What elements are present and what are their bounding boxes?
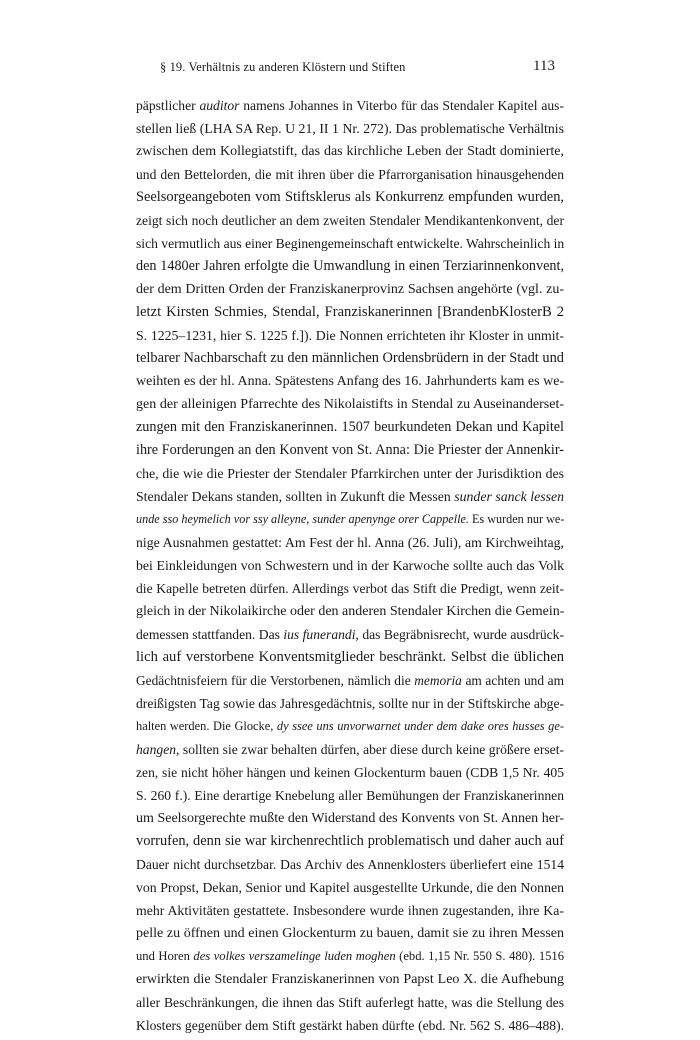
text-segment: zeigt sich noch deutlicher an dem zweiten Stendaler Mendikantenkonvent, der (136, 213, 564, 228)
text-segment: die Kapelle betreten dürfen. Allerdings verbot das Stift die Predigt, wenn zeit- (136, 581, 564, 596)
text-segment: und den Bettelorden, die mit ihren über die Pfarrorganisation hinausgehenden (136, 167, 564, 182)
section-title: § 19. Verhältnis zu anderen Klöstern und Stiften (160, 60, 406, 74)
text-line (136, 117, 564, 140)
text-segment: sich vermutlich aus einer Beginengemeinschaft entwickelte. Wahrscheinlich in (136, 236, 565, 251)
text-line (136, 393, 564, 416)
italic-text-segment: memoria (414, 673, 462, 688)
text-segment: , sollten sie zwar behalten dürfen, aber diese durch keine größere erset- (176, 742, 564, 757)
text-segment: stellen ließ (LHA SA Rep. U 21, II 1 Nr. 272). Das problematische Verhältnis (136, 121, 564, 136)
text-line (136, 646, 564, 669)
text-segment: telbarer Nachbarschaft zu den männlichen Ordensbrüdern in der Stadt und (136, 350, 564, 366)
running-head (0, 58, 700, 82)
text-segment: von Propst, Dekan, Senior und Kapitel ausgestellte Urkunde, die den Nonnen (136, 880, 564, 895)
text-segment: aller Beschränkungen, die ihnen das Stift auferlegt hatte, was die Stellung des (136, 995, 564, 1010)
text-segment: Stendaler Dekans standen, sollten in Zukunft die Messen (136, 489, 455, 504)
text-line (136, 278, 564, 301)
text-line (136, 623, 564, 646)
page-number: 113 (533, 58, 555, 74)
text-segment: dreißigsten Tag sowie das Jahresgedächtnis, sollte nur in der Stiftskirche abge- (136, 696, 565, 711)
italic-text-segment: dy ssee uns unvorwarnet under dem dake ores husses ge- (276, 719, 564, 733)
italic-text-segment: auditor (199, 98, 240, 113)
italic-text-segment: sunder sanck lessen (454, 489, 564, 504)
text-line (136, 163, 564, 186)
text-segment: , das Begräbnisrecht, wurde ausdrück- (355, 627, 564, 642)
text-segment: (ebd. 1,15 Nr. 550 S. 480). 1516 (395, 949, 565, 963)
text-segment: mehr Aktivitäten gestattete. Insbesondere wurde ihnen zugestanden, ihre Ka- (136, 903, 564, 918)
text-line (136, 232, 564, 255)
text-line (136, 600, 564, 623)
text-segment: gen der alleinigen Pfarrechte des Nikolaistifts in Stendal zu Auseinanderset- (136, 397, 564, 412)
text-segment: gleich in der Nikolaikirche oder den anderen Stendaler Kirchen die Gemein- (136, 604, 565, 619)
text-line (136, 324, 564, 347)
italic-text-segment: unde sso heymelich vor ssy alleyne, sunder apenynge orer Cappelle. (136, 512, 469, 526)
text-line (136, 140, 564, 163)
text-segment: weihten es der hl. Anna. Spätestens Anfang des 16. Jahrhunderts kam es we- (136, 374, 565, 389)
text-line (136, 945, 564, 968)
text-line (136, 255, 564, 278)
text-segment: zungen mit den Franziskanerinnen. 1507 beurkundeten Dekan und Kapitel (136, 419, 564, 435)
text-segment: lich auf verstorbene Konventsmitglieder beschränkt. Selbst die üblichen (136, 649, 564, 665)
text-line (136, 462, 564, 485)
text-segment: namens Johannes in Viterbo für das Stendaler Kapitel aus- (239, 98, 564, 113)
text-segment: bei Einkleidungen von Schwestern und in der Karwoche sollte auch das Volk (136, 558, 564, 573)
text-line (136, 899, 564, 922)
italic-text-segment: ius funerandi (283, 627, 356, 642)
text-line (136, 784, 564, 807)
text-line (136, 209, 564, 232)
text-segment: S. 260 f.). Eine derartige Knebelung aller Bemühungen der Franziskanerinnen (136, 788, 564, 803)
text-segment: nige Ausnahmen gestattet: Am Fest der hl. Anna (26. Juli), am Kirchweihtag, (136, 535, 564, 550)
text-line (136, 830, 564, 853)
text-line (136, 807, 564, 830)
text-line (136, 577, 564, 600)
text-line (136, 853, 564, 876)
text-line (136, 508, 564, 531)
text-segment: letzt Kirsten Schmies, Stendal, Franziskanerinnen [BrandenbKlosterB 2 (136, 304, 564, 320)
text-line (136, 876, 564, 899)
text-line (136, 94, 564, 117)
italic-text-segment: hangen (136, 742, 177, 757)
text-segment: ihre Forderungen an den Konvent von St. Anna: Die Priester der Annenkir- (136, 442, 564, 458)
text-line (136, 439, 564, 462)
text-line (136, 968, 564, 991)
italic-text-segment: des volkes verszamelinge luden moghen (193, 949, 396, 963)
text-segment: Seelsorgeangeboten vom Stiftsklerus als Konkurrenz empfunden wurden, (136, 189, 564, 205)
text-line (136, 186, 564, 209)
text-segment: halten werden. Die Glocke, (136, 719, 277, 733)
text-line (136, 669, 564, 692)
body-text (136, 94, 564, 1037)
text-segment: päpstlicher (136, 98, 200, 113)
text-segment: pelle zu öffnen und einen Glockenturm zu bauen, damit sie zu ihren Messen (136, 926, 564, 941)
text-segment: demessen stattfanden. Das (136, 627, 284, 642)
text-line (136, 991, 564, 1014)
text-line (136, 922, 564, 945)
text-line (136, 715, 564, 738)
text-segment: S. 1225–1231, hier S. 1225 f.]). Die Nonnen errichteten ihr Kloster in unmit- (136, 328, 564, 343)
text-line (136, 692, 564, 715)
text-line (136, 531, 564, 554)
text-line (136, 416, 564, 439)
text-segment: erwirkten die Stendaler Franziskanerinnen von Papst Leo X. die Aufhebung (136, 972, 564, 987)
text-segment: den 1480er Jahren erfolgte die Umwandlung in einen Terziarinnenkonvent, (136, 258, 564, 274)
text-line (136, 347, 564, 370)
text-segment: der dem Dritten Orden der Franziskanerprovinz Sachsen angehörte (vgl. zu- (136, 282, 564, 297)
text-segment: zwischen dem Kollegiatstift, das das kirchliche Leben der Stadt dominierte, (136, 144, 564, 159)
text-line (136, 485, 564, 508)
text-line (136, 738, 564, 761)
text-line (136, 370, 564, 393)
text-segment: Gedächtnisfeiern für die Verstorbenen, nämlich die (136, 673, 415, 688)
text-segment: um Seelsorgerechte mußte den Widerstand des Konvents von St. Annen her- (136, 811, 564, 826)
text-segment: und Horen (136, 949, 194, 963)
text-segment: Klosters gegenüber dem Stift gestärkt haben dürfte (ebd. Nr. 562 S. 486–488). (136, 1018, 564, 1033)
text-segment: am achten und am (461, 673, 565, 688)
text-line (136, 301, 564, 324)
text-line (136, 1014, 564, 1037)
text-segment: Es wurden nur we- (468, 512, 565, 526)
text-segment: Dauer nicht durchsetzbar. Das Archiv des Annenklosters überliefert eine 1514 (136, 857, 564, 872)
text-segment: vorrufen, denn sie war kirchenrechtlich problematisch und daher auch auf (136, 833, 564, 849)
text-segment: zen, sie nicht höher hängen und keinen Glockenturm bauen (CDB 1,5 Nr. 405 (136, 765, 564, 780)
text-line (136, 554, 564, 577)
text-segment: che, die wie die Priester der Stendaler Pfarrkirchen unter der Jurisdiktion des (136, 466, 564, 481)
text-line (136, 761, 564, 784)
